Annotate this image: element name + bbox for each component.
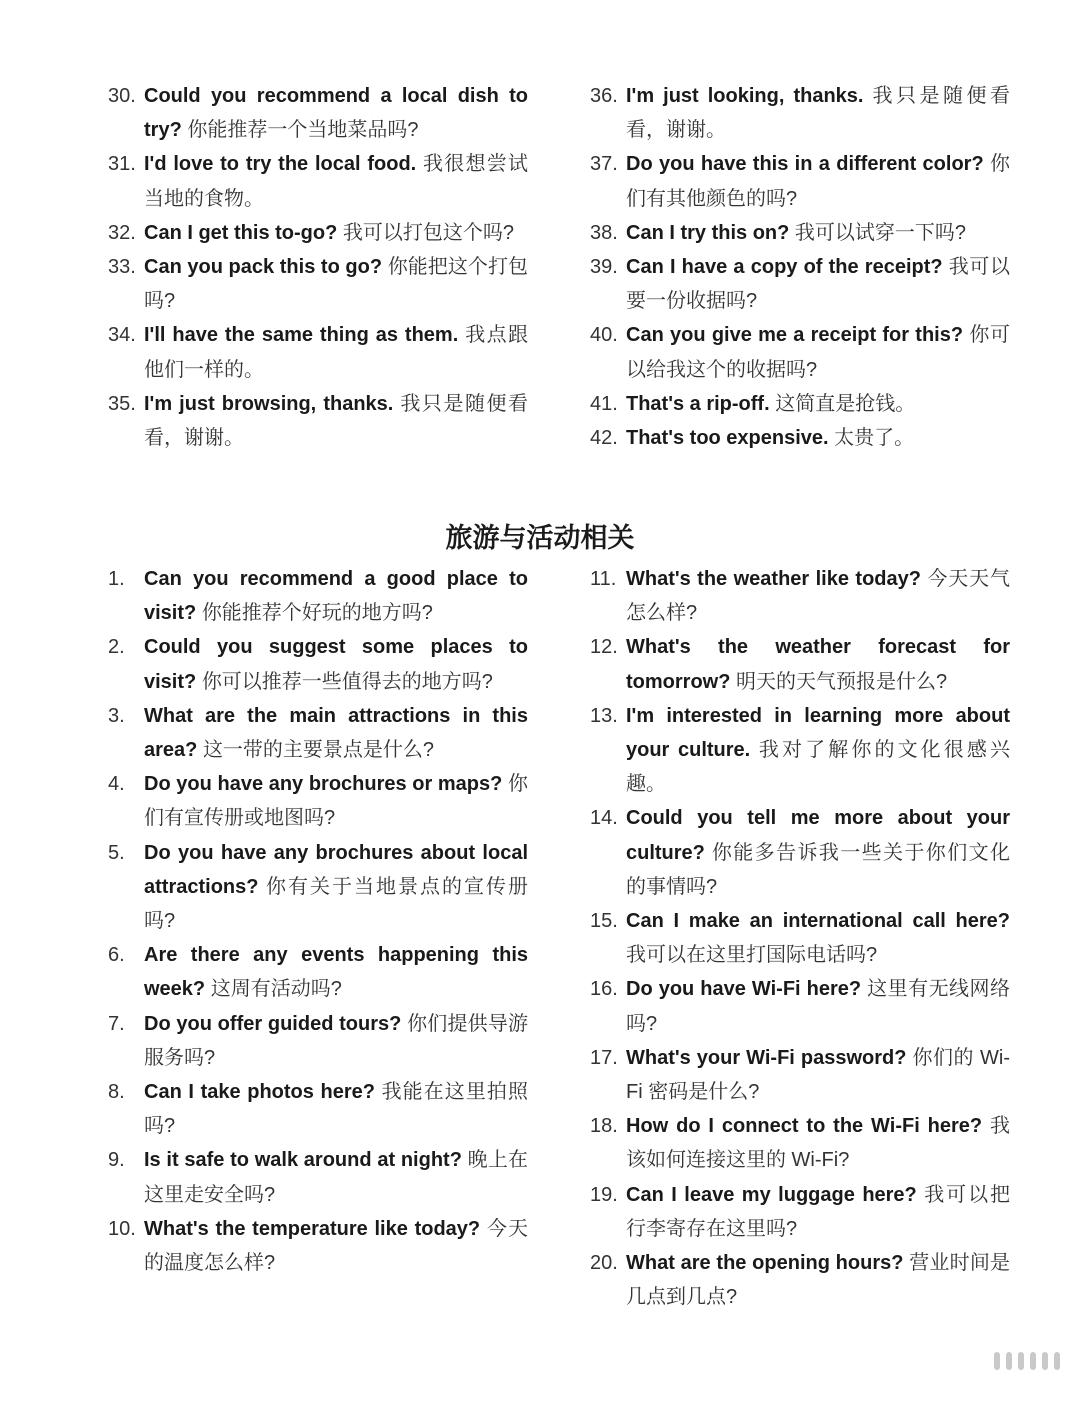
phrase-english: Can I have a copy of the receipt? xyxy=(626,256,943,279)
phrase-number: 30. xyxy=(108,85,136,107)
phrase-chinese: 我能在这里拍照吗? xyxy=(144,1081,529,1138)
phrase-chinese: 我可以要一份收据吗? xyxy=(626,256,1010,313)
phrase-chinese: 你有关于当地景点的宣传册吗? xyxy=(144,875,529,933)
phrase-english: Can I leave my luggage here? xyxy=(626,1183,917,1206)
phrase-english: Can I try this on? xyxy=(626,221,790,244)
phrase-number: 8. xyxy=(108,1081,125,1104)
phrase-english: That's a rip-off. xyxy=(626,392,770,415)
phrase-english: What's your Wi-Fi password? xyxy=(626,1046,907,1069)
phrase-chinese: 你可以推荐一些值得去的地方吗? xyxy=(201,670,493,693)
phrase-number: 2. xyxy=(108,636,125,659)
phrase-item xyxy=(590,1109,1010,1177)
phrase-chinese: 你们有其他颜色的吗? xyxy=(626,153,1010,210)
phrase-chinese: 你可以给我这个的收据吗? xyxy=(626,324,1011,381)
phrase-item xyxy=(590,904,1010,972)
phrase-number: 34. xyxy=(108,324,136,347)
phrase-number: 17. xyxy=(590,1046,618,1069)
phrase-english: I'm just browsing, thanks. xyxy=(144,392,394,415)
top-right-column xyxy=(590,79,1010,455)
phrase-chinese: 你能把这个打包吗? xyxy=(144,256,529,313)
top-left-column xyxy=(108,79,528,455)
phrase-item xyxy=(108,562,528,630)
phrase-english: Are there any events happening this week? xyxy=(144,944,528,1001)
phrase-english: Do you have Wi-Fi here? xyxy=(626,978,862,1001)
phrase-item xyxy=(108,147,528,215)
phrase-chinese: 你能多告诉我一些关于你们文化的事情吗? xyxy=(626,841,1010,898)
phrase-english: Could you suggest some places to visit? xyxy=(144,636,528,693)
phrase-english: Could you recommend a local dish to try? xyxy=(144,85,528,142)
phrase-number: 5. xyxy=(108,841,125,864)
phrase-number: 19. xyxy=(590,1183,618,1206)
phrase-chinese: 你们提供导游服务吗? xyxy=(144,1012,529,1069)
phrase-item xyxy=(108,630,528,698)
phrase-number: 14. xyxy=(590,807,618,830)
phrase-chinese: 这里有无线网络吗? xyxy=(626,978,1011,1035)
phrase-english: Can you give me a receipt for this? xyxy=(626,324,964,347)
phrase-english: Is it safe to walk around at night? xyxy=(144,1149,462,1172)
phrase-chinese: 我很想尝试当地的食物。 xyxy=(144,153,529,210)
phrase-item xyxy=(590,387,1010,421)
phrase-english: Could you tell me more about your culture? xyxy=(626,807,1010,864)
phrase-item xyxy=(590,1246,1010,1314)
phrase-item xyxy=(108,836,528,939)
phrase-chinese: 今天天气怎么样? xyxy=(626,568,1011,625)
phrase-chinese: 这周有活动吗? xyxy=(210,978,342,1001)
phrase-number: 10. xyxy=(108,1217,136,1240)
phrase-chinese: 营业时间是几点到几点? xyxy=(626,1252,1011,1309)
phrase-item xyxy=(590,630,1010,698)
phrase-item xyxy=(590,801,1010,904)
phrase-item xyxy=(590,250,1010,318)
phrase-item xyxy=(108,1143,528,1211)
phrase-number: 1. xyxy=(108,568,125,590)
phrase-item xyxy=(108,79,528,147)
phrase-chinese: 我可以把行李寄存在这里吗? xyxy=(626,1183,1011,1240)
phrase-item xyxy=(108,216,528,250)
phrase-number: 15. xyxy=(590,910,618,933)
phrase-item xyxy=(590,147,1010,215)
phrase-chinese: 我可以试穿一下吗? xyxy=(794,221,967,244)
phrase-chinese: 晚上在这里走安全吗? xyxy=(144,1149,529,1206)
phrase-english: Can you recommend a good place to visit? xyxy=(144,568,528,625)
phrase-english: Can I take photos here? xyxy=(144,1081,375,1104)
phrase-item xyxy=(108,1212,528,1280)
phrase-number: 13. xyxy=(590,704,618,727)
phrase-chinese: 你们有宣传册或地图吗? xyxy=(144,773,528,830)
phrase-number: 18. xyxy=(590,1115,618,1138)
phrase-item xyxy=(590,1178,1010,1246)
phrase-english: That's too expensive. xyxy=(626,427,829,450)
phrase-chinese: 这一带的主要景点是什么? xyxy=(202,739,435,762)
phrase-english: I'm interested in learning more about your culture. xyxy=(626,704,1010,762)
phrase-item xyxy=(108,1075,528,1143)
phrase-chinese: 明天的天气预报是什么? xyxy=(736,670,948,693)
phrase-english: I'll have the same thing as them. xyxy=(144,324,459,347)
phrase-item xyxy=(108,938,528,1006)
phrase-english: Can I get this to-go? xyxy=(144,221,338,244)
phrase-english: Can you pack this to go? xyxy=(144,256,383,279)
phrase-item xyxy=(590,562,1010,630)
phrase-chinese: 太贵了。 xyxy=(834,427,915,450)
phrase-chinese: 这简直是抢钱。 xyxy=(775,392,916,415)
phrase-english: I'd love to try the local food. xyxy=(144,153,417,176)
phrase-number: 35. xyxy=(108,392,136,415)
phrase-number: 11. xyxy=(590,568,617,590)
phrase-item xyxy=(590,318,1010,386)
phrase-number: 3. xyxy=(108,704,125,727)
phrase-number: 36. xyxy=(590,85,618,107)
phrase-english: What's the weather like today? xyxy=(626,568,921,590)
phrase-number: 20. xyxy=(590,1252,618,1275)
phrase-number: 16. xyxy=(590,978,618,1001)
phrase-number: 7. xyxy=(108,1012,125,1035)
phrase-item xyxy=(108,699,528,767)
phrase-number: 39. xyxy=(590,256,618,279)
phrase-item xyxy=(108,250,528,318)
phrase-item xyxy=(108,1007,528,1075)
phrase-number: 32. xyxy=(108,221,136,244)
phrase-number: 12. xyxy=(590,636,618,659)
phrase-chinese: 你们的 Wi-Fi 密码是什么? xyxy=(626,1046,1010,1104)
phrase-number: 40. xyxy=(590,324,618,347)
phrase-chinese: 我对了解你的文化很感兴趣。 xyxy=(626,739,1011,796)
phrase-english: What's the weather forecast for tomorrow? xyxy=(626,636,1010,693)
phrase-english: Do you have any brochures or maps? xyxy=(144,773,503,796)
phrase-chinese: 我可以在这里打国际电话吗? xyxy=(626,944,878,967)
phrase-chinese: 你能推荐个好玩的地方吗? xyxy=(201,602,433,625)
bottom-left-column xyxy=(108,562,528,1280)
phrase-number: 42. xyxy=(590,427,618,450)
phrase-item xyxy=(590,972,1010,1040)
phrase-number: 4. xyxy=(108,773,125,796)
phrase-item xyxy=(590,216,1010,250)
bottom-right-column xyxy=(590,562,1010,1314)
phrase-chinese: 今天的温度怎么样? xyxy=(144,1217,528,1275)
phrase-chinese: 我只是随便看看，谢谢。 xyxy=(626,85,1011,142)
phrase-number: 33. xyxy=(108,256,136,279)
phrase-item xyxy=(590,79,1010,147)
phrase-english: What are the main attractions in this area? xyxy=(144,704,528,762)
phrase-item xyxy=(108,318,528,386)
phrase-item xyxy=(108,387,528,455)
phrase-number: 41. xyxy=(590,392,618,415)
phrase-english: What are the opening hours? xyxy=(626,1252,904,1275)
phrase-chinese: 我可以打包这个吗? xyxy=(342,221,514,244)
phrase-number: 9. xyxy=(108,1149,125,1172)
phrase-item xyxy=(590,1041,1010,1109)
phrase-number: 6. xyxy=(108,944,125,967)
phrase-english: How do I connect to the Wi-Fi here? xyxy=(626,1115,983,1138)
phrase-chinese: 你能推荐一个当地菜品吗? xyxy=(187,119,419,142)
phrase-english: Do you have this in a different color? xyxy=(626,153,984,176)
phrase-english: What's the temperature like today? xyxy=(144,1217,481,1240)
phrase-item xyxy=(108,767,528,835)
phrase-english: Do you offer guided tours? xyxy=(144,1012,402,1035)
phrase-item xyxy=(590,421,1010,455)
phrase-number: 37. xyxy=(590,153,618,176)
watermark-icon xyxy=(994,1352,1060,1370)
phrase-number: 31. xyxy=(108,153,136,176)
phrase-english: Do you have any brochures about local attractions? xyxy=(144,841,528,898)
section-title: 旅游与活动相关 xyxy=(445,523,635,553)
phrase-item xyxy=(590,699,1010,802)
phrase-chinese: 我该如何连接这里的 Wi-Fi? xyxy=(626,1115,1010,1172)
phrase-english: I'm just looking, thanks. xyxy=(626,85,864,107)
phrase-chinese: 我只是随便看看，谢谢。 xyxy=(144,392,528,450)
phrase-number: 38. xyxy=(590,221,618,244)
phrase-english: Can I make an international call here? xyxy=(626,910,1010,933)
phrase-chinese: 我点跟他们一样的。 xyxy=(144,324,529,381)
